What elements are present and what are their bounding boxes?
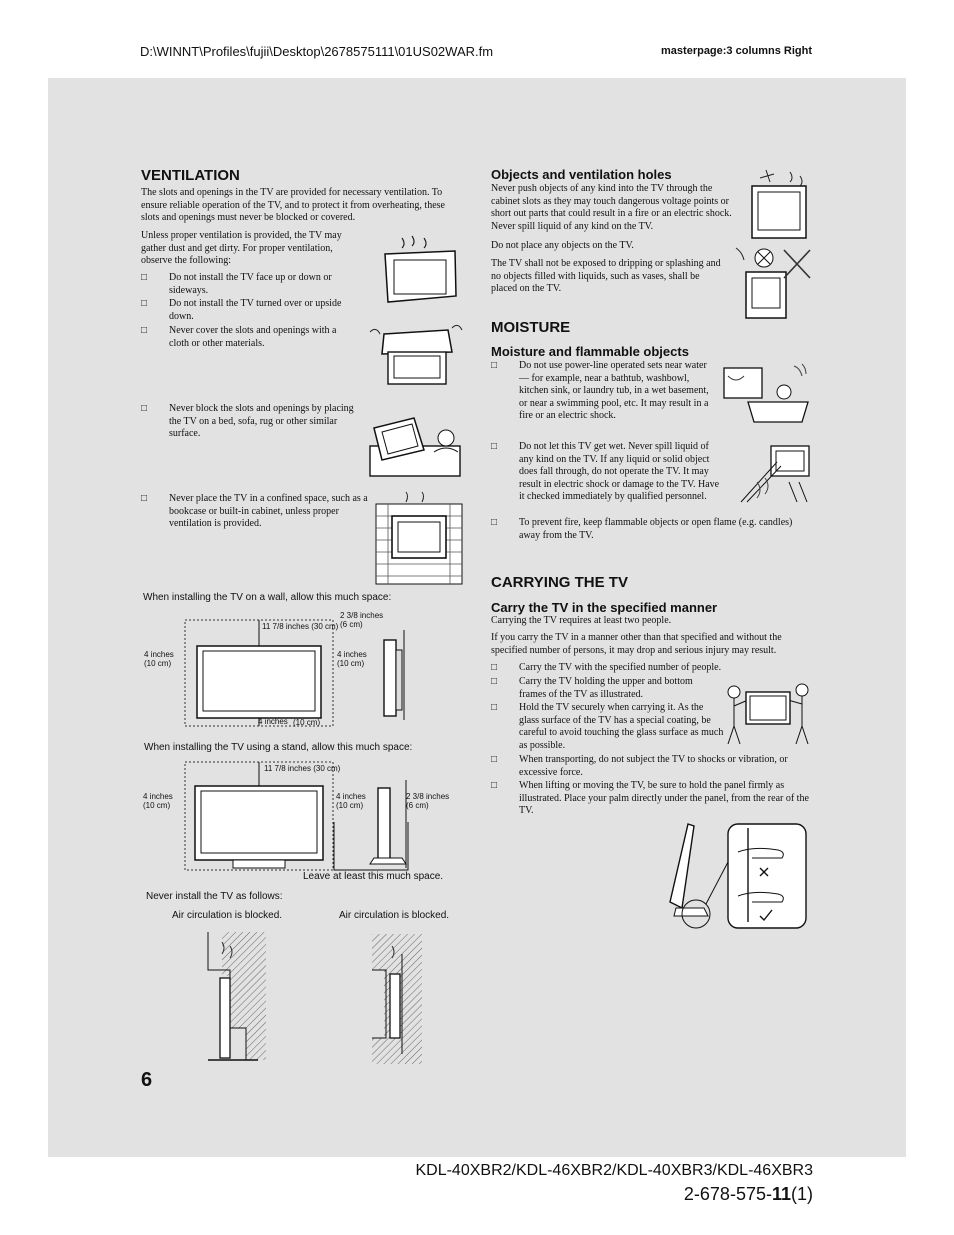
bullet-box: □ bbox=[491, 441, 498, 452]
objects-p3: The TV shall not be exposed to dripping or splashing and no objects filled with liquids, such as vases, shall be placed on the TV. bbox=[491, 258, 721, 294]
item-text: Never place the TV in a confined space, such as a bookcase or built-in cabinet, unless proper ventilation is provided. bbox=[169, 493, 368, 529]
ventilation-item bbox=[141, 272, 361, 298]
blocked-stand-illustration bbox=[186, 932, 266, 1064]
leave-space-pointer bbox=[330, 820, 410, 874]
ventilation-item bbox=[141, 403, 361, 443]
stand-right-label: 4 inches (10 cm) bbox=[336, 792, 366, 810]
item-text: When lifting or moving the TV, be sure to hold the panel firmly as illustrated. Place your palm directly under the panel, from the rear of the TV. bbox=[519, 780, 809, 816]
tv-on-sofa-illustration bbox=[368, 408, 464, 478]
objects-on-tv-illustration bbox=[732, 244, 812, 322]
moisture-item bbox=[491, 517, 813, 543]
bullet-box: □ bbox=[141, 493, 148, 504]
stand-clearance-diagram bbox=[185, 762, 335, 872]
carrying-item bbox=[491, 702, 726, 754]
carrying-item bbox=[491, 780, 813, 820]
ventilation-intro: The slots and openings in the TV are provided for necessary ventilation. To ensure reliable operation of the TV, and to protect it from overheating, these slots and openings must never be blocked or covered. bbox=[141, 187, 445, 223]
footer-code-suffix: (1) bbox=[791, 1184, 813, 1204]
moisture-title: MOISTURE bbox=[491, 319, 571, 336]
moisture-subtitle: Moisture and flammable objects bbox=[491, 344, 689, 359]
item-text: Never block the slots and openings by placing the TV on a bed, sofa, rug or other similar surface. bbox=[169, 403, 354, 439]
stand-caption: When installing the TV using a stand, allow this much space: bbox=[144, 742, 413, 753]
wall-left-label: 4 inches (10 cm) bbox=[144, 650, 174, 668]
bullet-box: □ bbox=[491, 702, 498, 713]
tv-face-up-illustration bbox=[380, 236, 462, 306]
item-text: Carry the TV with the specified number of people. bbox=[519, 662, 722, 673]
page-number: 6 bbox=[141, 1069, 153, 1091]
item-text: Carry the TV holding the upper and bottom frames of the TV as illustrated. bbox=[519, 676, 693, 700]
two-people-carrying-illustration bbox=[724, 682, 812, 746]
item-text: Never cover the slots and openings with a cloth or other materials. bbox=[169, 325, 337, 349]
bathtub-illustration bbox=[718, 362, 810, 426]
footer-code bbox=[684, 1184, 813, 1205]
never-right-label: Air circulation is blocked. bbox=[339, 910, 450, 921]
carrying-item bbox=[491, 754, 813, 780]
wall-top-label: 11 7/8 inches (30 cm) bbox=[262, 622, 339, 631]
bullet-box: □ bbox=[141, 403, 148, 414]
moisture-item bbox=[491, 441, 727, 517]
carrying-p2: If you carry the TV in a manner other than that specified and without the specified number of persons, it may drop and serious injury may result. bbox=[491, 632, 782, 656]
item-text: To prevent fire, keep flammable objects or open flame (e.g. candles) away from the TV. bbox=[519, 517, 793, 541]
ventilation-item bbox=[141, 298, 361, 324]
carrying-p1: Carrying the TV requires at least two people. bbox=[491, 615, 672, 626]
carrying-item bbox=[491, 662, 813, 675]
ventilation-title: VENTILATION bbox=[141, 167, 240, 184]
item-text: Do not use power-line operated sets near water — for example, near a bathtub, washbowl, kitchen sink, or laundry tub, in a wet basement, or near a swimming pool, etc. It may result in a fire or an electric shock. bbox=[519, 360, 709, 421]
moisture-item bbox=[491, 360, 716, 424]
carrying-title: CARRYING THE TV bbox=[491, 574, 628, 591]
never-caption: Never install the TV as follows: bbox=[146, 891, 283, 902]
wall-bottom-cm: (10 cm) bbox=[293, 718, 321, 727]
bullet-box: □ bbox=[491, 517, 498, 528]
objects-p2: Do not place any objects on the TV. bbox=[491, 240, 634, 251]
objects-into-tv-illustration bbox=[740, 168, 810, 244]
ventilation-item bbox=[141, 325, 361, 351]
stand-top-label: 11 7/8 inches (30 cm) bbox=[264, 764, 341, 773]
hand-under-panel-illustration bbox=[664, 822, 808, 932]
ventilation-lead: Unless proper ventilation is provided, the TV may gather dust and get dirty. For proper ventilation, observe the following: bbox=[141, 230, 342, 266]
tv-covered-illustration bbox=[370, 324, 462, 392]
wall-side-profile bbox=[380, 630, 410, 720]
leave-space-label: Leave at least this much space. bbox=[303, 871, 444, 882]
never-left-label: Air circulation is blocked. bbox=[172, 910, 283, 921]
item-text: Do not let this TV get wet. Never spill liquid of any kind on the TV. If any liquid or solid object does fall through, do not operate the TV. It may result in electric shock or damage to the TV. Have it checked immediately by qualified personnel. bbox=[519, 441, 720, 502]
bullet-box: □ bbox=[491, 360, 498, 371]
footer-models: KDL-40XBR2/KDL-46XBR2/KDL-40XBR3/KDL-46XBR3 bbox=[415, 1162, 813, 1179]
wall-clearance-diagram bbox=[185, 620, 335, 728]
item-text: When transporting, do not subject the TV to shocks or vibration, or excessive force. bbox=[519, 754, 788, 778]
bullet-box: □ bbox=[141, 298, 148, 309]
ventilation-item bbox=[141, 493, 376, 533]
bullet-box: □ bbox=[491, 780, 498, 791]
wall-caption: When installing the TV on a wall, allow this much space: bbox=[143, 592, 392, 603]
file-path-header: D:\WINNT\Profiles\fujii\Desktop\2678575111\01US02WAR.fm bbox=[140, 44, 494, 59]
carrying-subtitle: Carry the TV in the specified manner bbox=[491, 600, 718, 615]
objects-title: Objects and ventilation holes bbox=[491, 167, 672, 182]
stand-left-label: 4 inches (10 cm) bbox=[143, 792, 173, 810]
bullet-box: □ bbox=[141, 272, 148, 283]
spill-illustration bbox=[737, 442, 813, 508]
footer-code-bold: 11 bbox=[771, 1184, 791, 1204]
footer-code-prefix: 2-678-575- bbox=[683, 1184, 772, 1204]
stand-side-label: 2 3/8 inches (6 cm) bbox=[406, 792, 450, 810]
bullet-box: □ bbox=[491, 676, 498, 687]
item-text: Do not install the TV face up or down or sideways. bbox=[169, 272, 332, 296]
wall-side-label: 2 3/8 inches (6 cm) bbox=[340, 611, 384, 629]
masterpage-header: masterpage:3 columns Right bbox=[661, 45, 812, 57]
bullet-box: □ bbox=[491, 662, 498, 673]
item-text: Do not install the TV turned over or upside down. bbox=[169, 298, 342, 322]
bullet-box: □ bbox=[141, 325, 148, 336]
wall-right-label: 4 inches (10 cm) bbox=[337, 650, 367, 668]
blocked-wall-illustration bbox=[372, 934, 422, 1066]
objects-p1: Never push objects of any kind into the TV through the cabinet slots as they may touch dangerous voltage points or short out parts that could result in a fire or an electric shock. Never spill liquid of any kind on the TV. bbox=[491, 183, 732, 232]
bullet-box: □ bbox=[491, 754, 498, 765]
tv-in-cabinet-illustration bbox=[376, 498, 462, 584]
carrying-item bbox=[491, 676, 716, 702]
item-text: Hold the TV securely when carrying it. As the glass surface of the TV has a special coating, be careful to avoid touching the glass surface as much as possible. bbox=[519, 702, 724, 751]
wall-bottom-label: 4 inches bbox=[258, 717, 288, 726]
